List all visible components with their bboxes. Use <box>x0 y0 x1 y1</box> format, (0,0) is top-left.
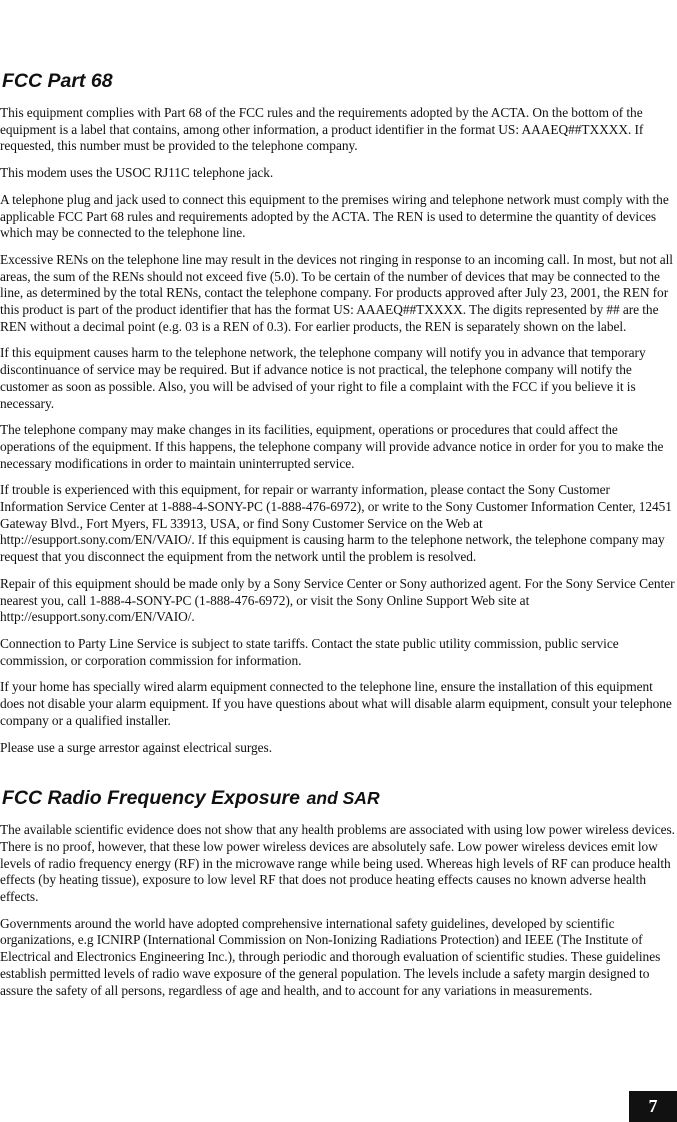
section-heading-fcc-part-68 <box>0 68 675 93</box>
section-title-sub: and SAR <box>306 788 380 809</box>
page-number-badge: 7 <box>629 1091 677 1122</box>
section-heading-rf-exposure <box>0 785 675 810</box>
paragraph-modem-jack: This modem uses the USOC RJ11C telephone jack. <box>0 165 274 181</box>
paragraph-alarm-equipment: If your home has specially wired alarm equipment connected to the telephone line, ensure the installation of this equipment does not disable your alarm equipment. If you have questions about what will disable alarm equipment, consult your telephone company or a qualified installer. <box>0 679 672 728</box>
paragraph-part68-compliance: This equipment complies with Part 68 of the FCC rules and the requirements adopted by the ACTA. On the bottom of the equipment is a label that contains, among other information, a product identifier in the format US: AAAEQ##TXXXX. If requested, this number must be provided to the telephone company. <box>0 105 644 154</box>
paragraph-party-line: Connection to Party Line Service is subject to state tariffs. Contact the state public utility commission, public service commission, or corporation commission for information. <box>0 635 619 668</box>
paragraph-network-harm: If this equipment causes harm to the telephone network, the telephone company will notify you in advance that temporary discontinuance of service may be required. But if advance notice is not practical, the telephone company will notify the customer as soon as possible. Also, you will be advised of your right to file a complaint with the FCC if you believe it is necessary. <box>0 345 646 411</box>
paragraph-repair: Repair of this equipment should be made only by a Sony Service Center or Sony authorized agent. For the Sony Service Center nearest you, call 1-888-4-SONY-PC (1-888-476-6972), or visit the Sony Online Support Web site at http://esupport.sony.com/EN/VAIO/. <box>0 575 675 625</box>
paragraph-scientific-evidence: The available scientific evidence does not show that any health problems are associated with using low power wireless devices. There is no proof, however, that these low power wireless devices are absolutely safe. Low power wireless devices emit low levels of radio frequency energy (RF) in the microwave range while being used. Whereas high levels of RF can produce health effects (by heating tissue), exposure to low level RF that does not produce heating effects causes no known adverse health effects. <box>0 822 675 905</box>
paragraph-plug-and-jack: A telephone plug and jack used to connect this equipment to the premises wiring and telephone network must comply with the applicable FCC Part 68 rules and requirements adopted by the ACTA. The REN is used to determine the quantity of devices which may be connected to the telephone line. <box>0 191 669 241</box>
section-title-main: FCC Radio Frequency Exposure <box>2 787 300 810</box>
section-title: FCC Part 68 <box>2 70 113 92</box>
paragraph-safety-guidelines: Governments around the world have adopted comprehensive international safety guidelines, developed by scientific organizations, e.g ICNIRP (International Commission on Non-Ionizing Radiations Protection) and IEEE (The Institute of Electrical and Electronics Engineering Inc.), through periodic and thorough evaluation of scientific studies. These guidelines establish permitted levels of radio wave exposure of the general population. The levels include a safety margin designed to assure the safety of all persons, regardless of age and health, and to account for any variations in measurements. <box>0 915 661 998</box>
document-content <box>0 68 675 1009</box>
paragraph-telco-changes: The telephone company may make changes in its facilities, equipment, operations or procedures that could affect the operations of the equipment. If this happens, the telephone company will provide advance notice in order for you to make the necessary modifications in order to maintain uninterrupted service. <box>0 422 664 471</box>
paragraph-excessive-rens: Excessive RENs on the telephone line may result in the devices not ringing in response to an incoming call. In most, but not all areas, the sum of the RENs should not exceed five (5.0). To be certain of the number of devices that may be connected to the line, as determined by the total RENs, contact the telephone company. For products approved after July 23, 2001, the REN for this product is part of the product identifier that has the format US: AAAEQ##TXXXX. The digits represented by ## are the REN without a decimal point (e.g. 03 is a REN of 0.3). For earlier products, the REN is separately shown on the label. <box>0 251 673 334</box>
paragraph-trouble-support: If trouble is experienced with this equipment, for repair or warranty information, please contact the Sony Customer Information Service Center at 1-888-4-SONY-PC (1-888-476-6972), or write to the Sony Customer Information Center, 12451 Gateway Blvd., Fort Myers, FL 33913, USA, or find Sony Customer Service on the Web at http://esupport.sony.com/EN/VAIO/. If this equipment is causing harm to the telephone network, the telephone company may request that you disconnect the equipment from the network until the problem is resolved. <box>0 482 672 565</box>
paragraph-surge-arrestor: Please use a surge arrestor against electrical surges. <box>0 739 272 755</box>
